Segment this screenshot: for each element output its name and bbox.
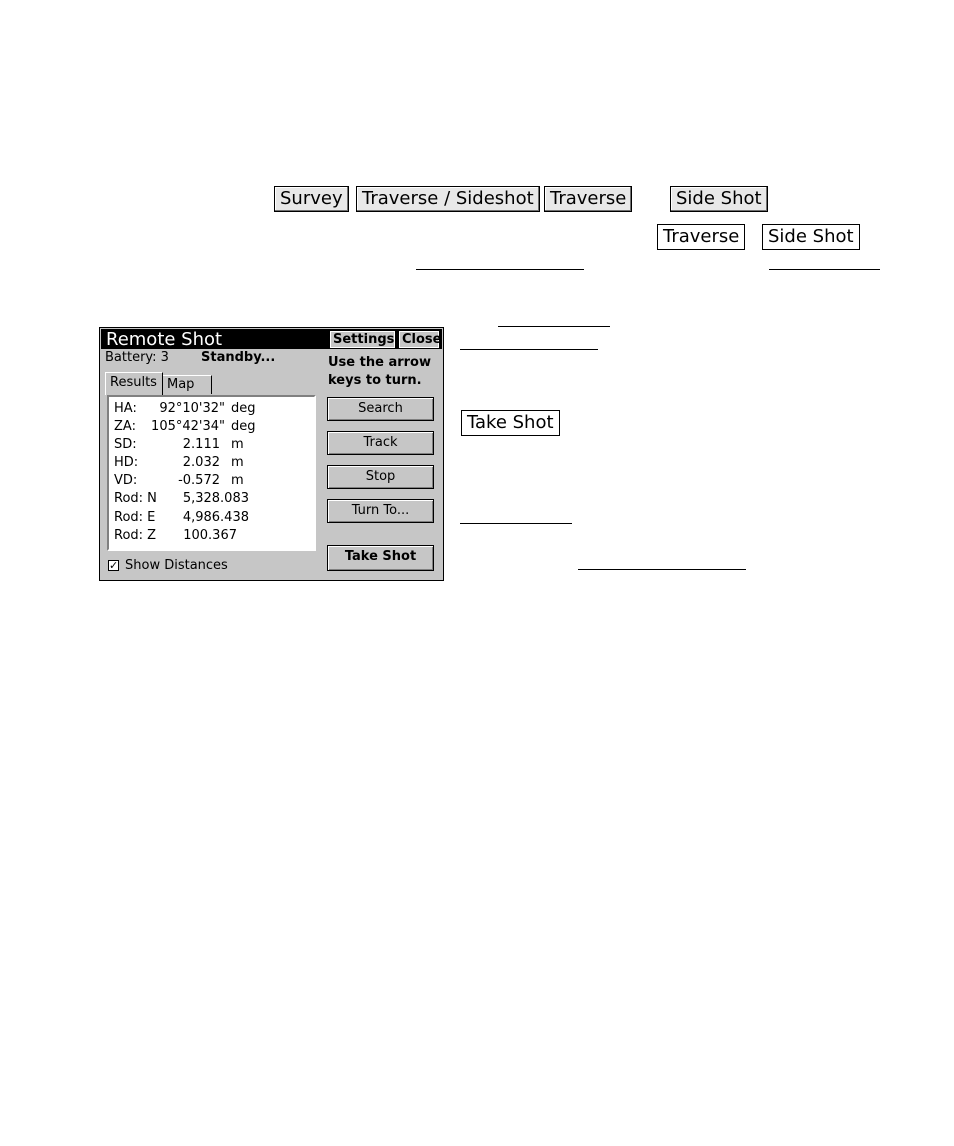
result-value: 100.367 — [183, 528, 237, 543]
result-unit: m — [231, 473, 244, 488]
result-row-rod-e — [114, 509, 249, 527]
result-unit: m — [231, 455, 244, 470]
result-unit: deg — [231, 419, 256, 434]
link-underline — [498, 326, 610, 327]
link-underline — [769, 269, 880, 270]
link-underline — [416, 269, 584, 270]
result-row-ha — [114, 400, 249, 418]
result-row-rod-n — [114, 490, 249, 508]
turn-to-button[interactable]: Turn To... — [327, 499, 434, 523]
take-shot-button-ref: Take Shot — [461, 410, 560, 436]
traverse-sideshot-button-ref: Traverse / Sideshot — [356, 186, 540, 212]
result-value: 4,986.438 — [182, 510, 249, 525]
show-distances-checkbox[interactable]: ✓ — [109, 559, 119, 572]
result-label: Rod: N — [114, 491, 157, 506]
result-row-rod-z — [114, 527, 249, 545]
result-label: SD: — [114, 437, 137, 452]
result-label: VD: — [114, 473, 138, 488]
result-row-vd — [114, 472, 249, 490]
title-bar — [101, 329, 442, 349]
result-unit: deg — [231, 401, 256, 416]
result-label: HA: — [114, 401, 137, 416]
survey-button-ref: Survey — [274, 186, 349, 212]
link-underline — [578, 569, 746, 570]
result-value: 2.032 — [182, 455, 220, 470]
results-panel — [107, 395, 316, 551]
side-shot-button-ref: Side Shot — [670, 186, 768, 212]
result-label: HD: — [114, 455, 139, 470]
traverse-button-ref-2: Traverse — [657, 224, 745, 250]
result-label: Rod: E — [114, 510, 156, 525]
close-button[interactable]: Close — [399, 331, 439, 348]
result-value: -0.572 — [178, 473, 220, 488]
result-unit: m — [231, 437, 244, 452]
search-button[interactable]: Search — [327, 397, 434, 421]
take-shot-button[interactable]: Take Shot — [327, 545, 434, 571]
remote-shot-window — [99, 327, 444, 581]
link-underline — [460, 523, 572, 524]
result-value: 92°10'32" — [159, 401, 225, 416]
link-underline — [460, 349, 598, 350]
result-value: 5,328.083 — [182, 491, 249, 506]
result-label: ZA: — [114, 419, 136, 434]
tab-results[interactable]: Results — [105, 372, 163, 395]
show-distances-label: Show Distances — [125, 558, 228, 573]
turn-hint: Use the arrow keys to turn. — [328, 355, 431, 388]
settings-button[interactable]: Settings — [330, 331, 395, 348]
traverse-button-ref: Traverse — [544, 186, 632, 212]
result-row-za — [114, 418, 249, 436]
result-value: 105°42'34" — [151, 419, 225, 434]
result-value: 2.111 — [182, 437, 220, 452]
result-label: Rod: Z — [114, 528, 157, 543]
stop-button[interactable]: Stop — [327, 465, 434, 489]
instrument-status: Standby... — [201, 350, 276, 365]
battery-status: Battery: 3 — [105, 350, 169, 365]
side-shot-button-ref-2: Side Shot — [762, 224, 860, 250]
tab-map[interactable]: Map — [162, 375, 212, 395]
window-title: Remote Shot — [106, 329, 223, 350]
result-row-hd — [114, 454, 249, 472]
result-row-sd — [114, 436, 249, 454]
track-button[interactable]: Track — [327, 431, 434, 455]
